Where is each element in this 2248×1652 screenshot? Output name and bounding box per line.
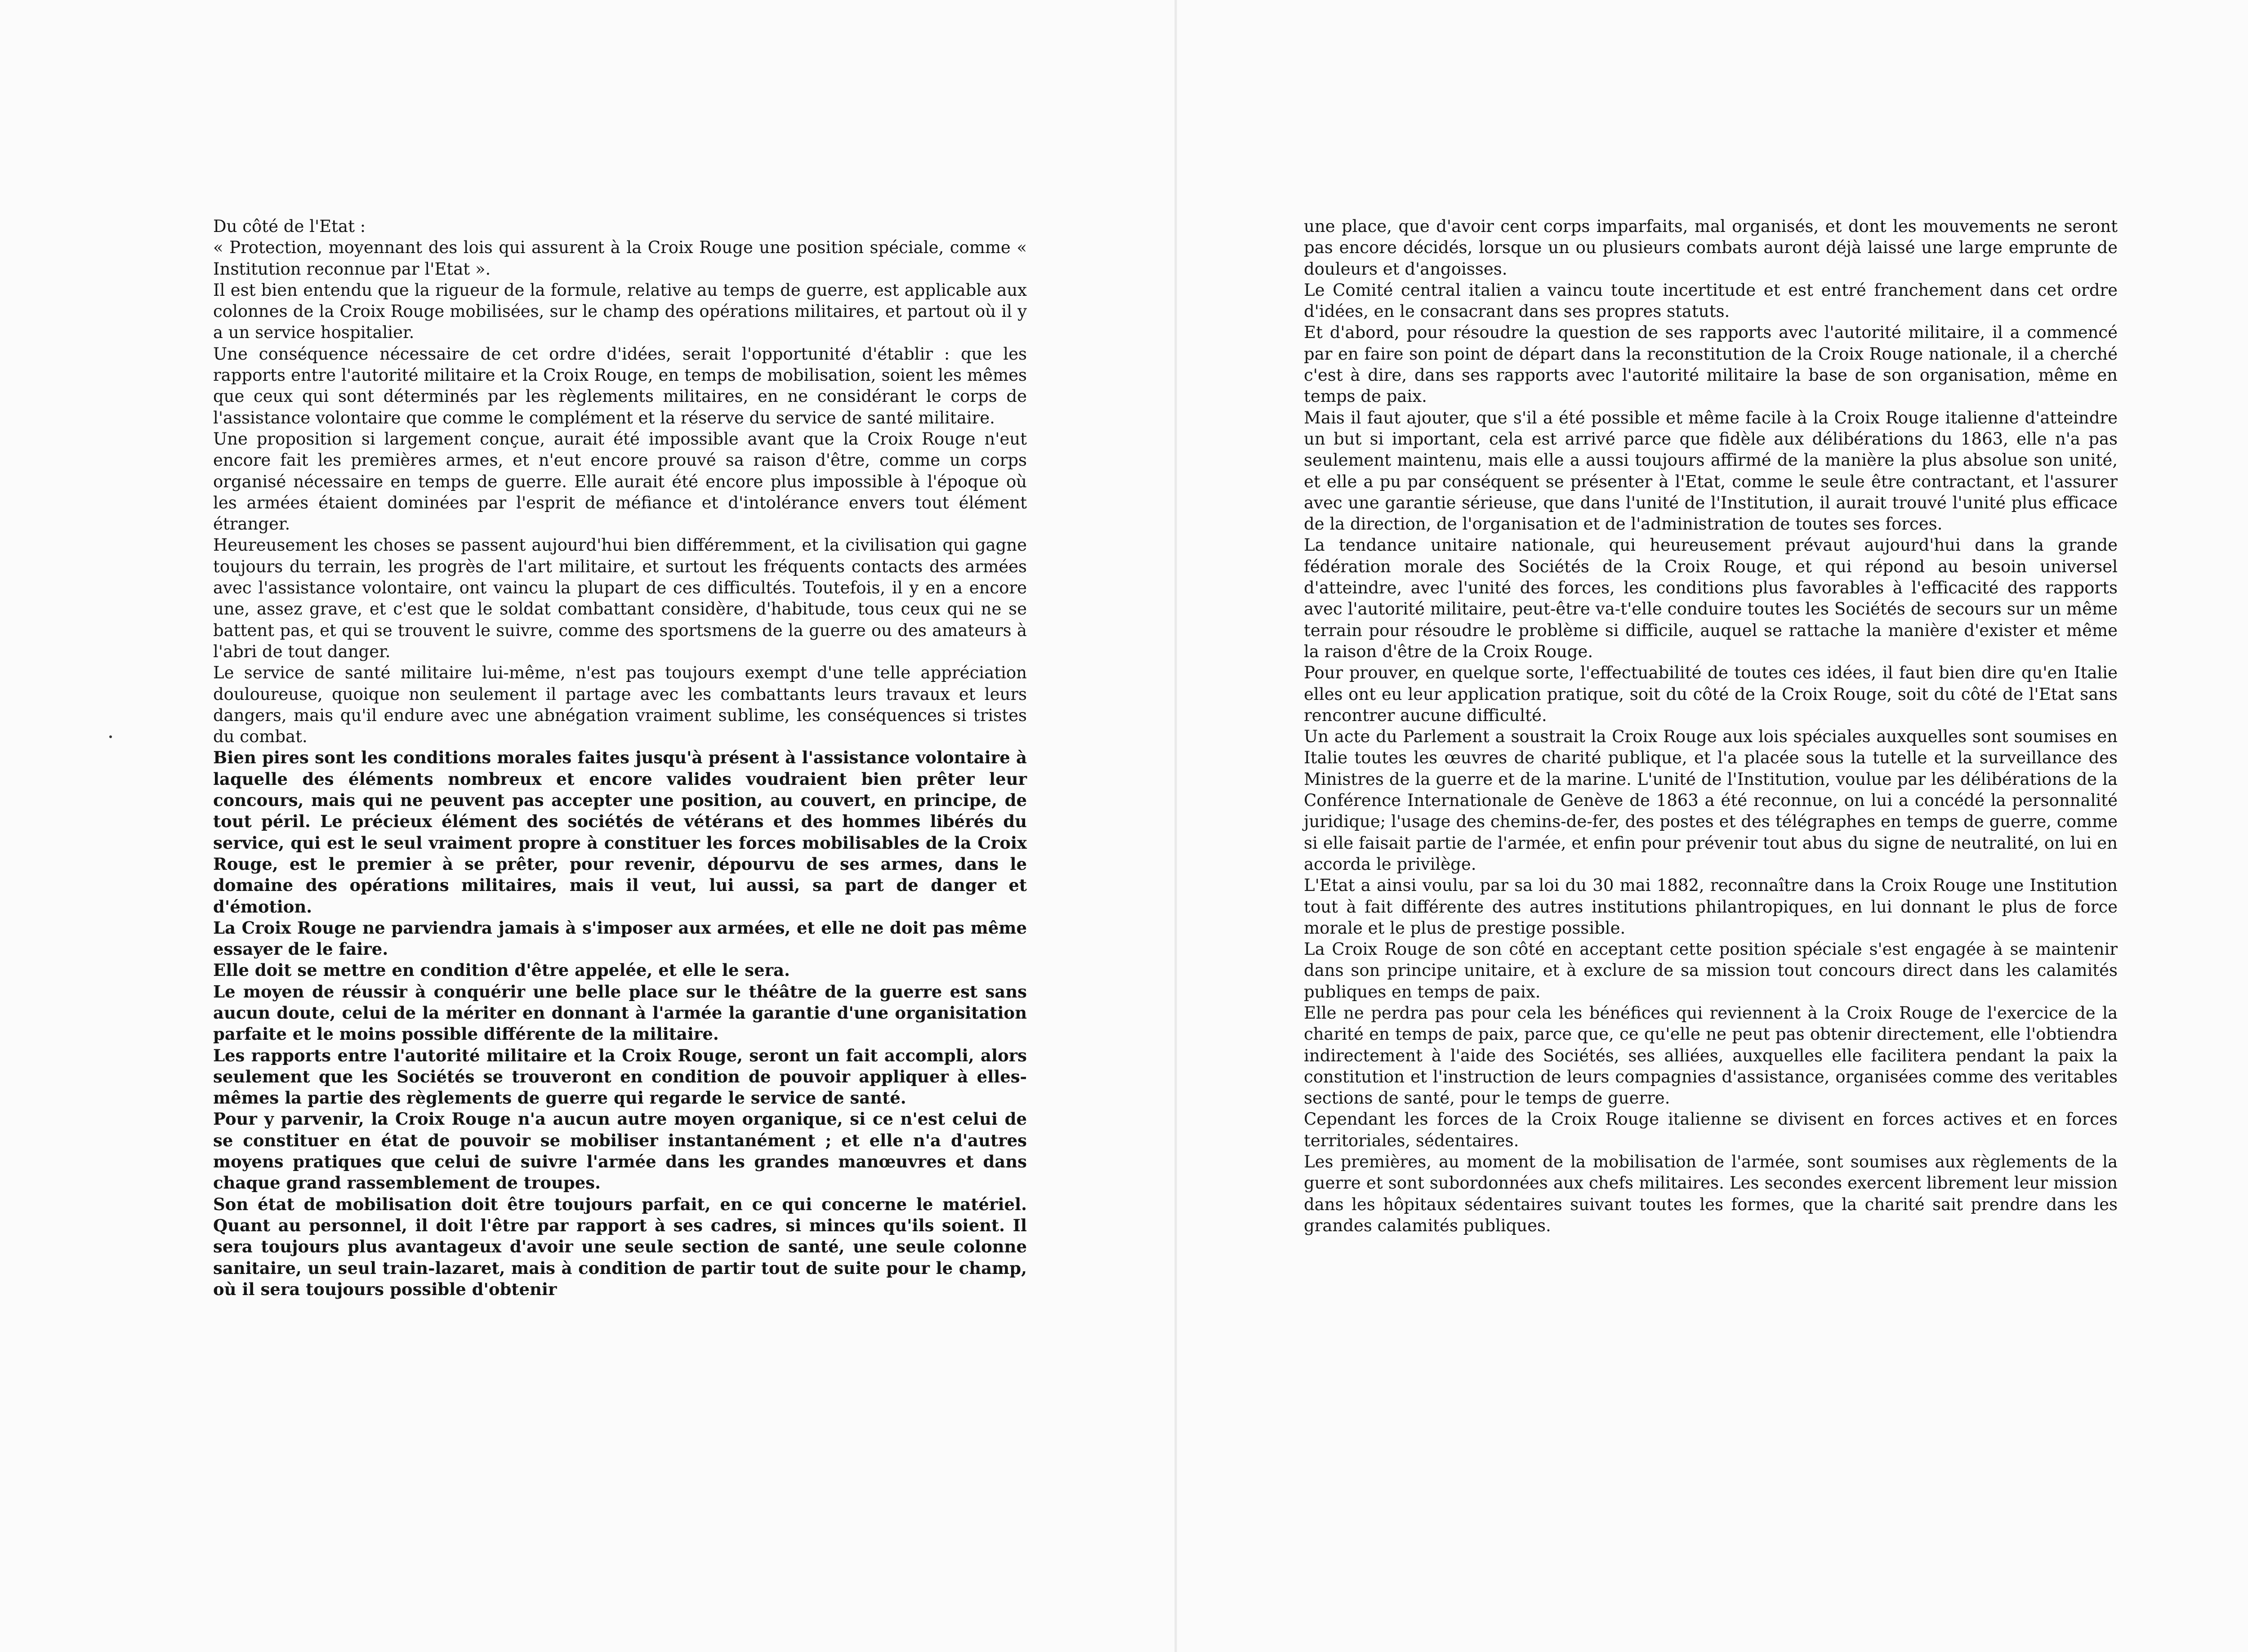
paragraph: Le service de santé militaire lui-même, n'est pas toujours exempt d'une telle appréciation douloureuse, quoique non seulement il partage avec les combattants leurs travaux et leurs dangers, mais qu'il endure avec une abnégation vraiment sublime, les conséquences si tristes du combat. — [213, 663, 1027, 747]
paragraph: La Croix Rouge ne parviendra jamais à s'imposer aux armées, et elle ne doit pas même essayer de le faire. — [213, 917, 1027, 959]
paragraph: une place, que d'avoir cent corps imparfaits, mal organisés, et dont les mouvements ne seront pas encore décidés, lorsque un ou plusieurs combats auront déjà laissé une large emprunte de douleurs et d'angoisses. — [1304, 217, 2118, 279]
paragraph: L'Etat a ainsi voulu, par sa loi du 30 mai 1882, reconnaître dans la Croix Rouge une Institution tout à fait différente des autres institutions philantropiques, en lui donnant le plus de force morale et le plus de prestige possible. — [1304, 876, 2118, 938]
paragraph: Le moyen de réussir à conquérir une belle place sur le théâtre de la guerre est sans aucun doute, celui de la mériter en donnant à l'armée la garantie d'une organisitation parfaite et le moins possible différente de la militaire. — [213, 981, 1027, 1044]
paragraph: Du côté de l'Etat : — [213, 217, 366, 236]
paragraph: Mais il faut ajouter, que s'il a été possible et même facile à la Croix Rouge italienne d'atteindre un but si important, cela est arrivé parce que fidèle aux délibérations du 1863, elle n'a pas seulement maintenu, mais elle a aussi toujours affirmé de la manière la plus absolue son unité, et elle a pu par conséquent se présenter à l'Etat, comme le seule être contractant, et l'assurer avec une garantie sérieuse, que dans l'unité de l'Institution, il aurait trouvé l'unité plus efficace de la direction, de l'organisation et de l'administration de toutes ses forces. — [1304, 408, 2118, 534]
center-fold — [1174, 0, 1177, 1652]
paragraph: Son état de mobilisation doit être toujours parfait, en ce qui concerne le matériel. Quant au personnel, il doit l'être par rapport à ses cadres, si minces qu'ils soient. Il sera toujours plus avantageux d'avoir une seule section de santé, une seule colonne sanitaire, un seul train-lazaret, mais à condition de partir tout de suite pour le champ, où il sera toujours possible d'obtenir — [213, 1194, 1027, 1299]
paragraph: Cependant les forces de la Croix Rouge italienne se divisent en forces actives et en forces territoriales, sédentaires. — [1304, 1109, 2118, 1150]
paragraph: Les rapports entre l'autorité militaire et la Croix Rouge, seront un fait accompli, alors seulement que les Sociétés se trouveront en condition de pouvoir appliquer à elles-mêmes la partie des règlements de guerre qui regarde le service de santé. — [213, 1045, 1027, 1108]
paragraph: Les premières, au moment de la mobilisation de l'armée, sont soumises aux règlements de la guerre et sont subordonnées aux chefs militaires. Les secondes exercent librement leur mission dans les hôpitaux sédentaires suivant toutes les formes, que la charité sait prendre dans les grandes calamités publiques. — [1304, 1152, 2118, 1235]
paragraph: Un acte du Parlement a soustrait la Croix Rouge aux lois spéciales auxquelles sont soumises en Italie toutes les œuvres de charité publique, et l'a placée sous la tutelle et la surveillance des Ministres de la guerre et de la marine. L'unité de l'Institution, voulue par les délibérations de la Conférence Internationale de Genève de 1863 a été reconnue, on lui a concédé la personnalité juridique; l'usage des chemins-de-fer, des postes et des télégraphes en temps de guerre, comme si elle faisait partie de l'armée, et enfin pour prévenir tout abus du signe de neutralité, on lui en accorda le privilège. — [1304, 727, 2118, 874]
paragraph: Pour prouver, en quelque sorte, l'effectuabilité de toutes ces idées, il faut bien dire qu'en Italie elles ont eu leur application pratique, soit du côté de la Croix Rouge, soit du côté de l'Etat sans rencontrer aucune difficulté. — [1304, 663, 2118, 725]
paragraph: Et d'abord, pour résoudre la question de ses rapports avec l'autorité militaire, il a commencé par en faire son point de départ dans la reconstitution de la Croix Rouge nationale, il a cherché c'est à dire, dans ses rapports avec l'autorité militaire la base de son organisation, même en temps de paix. — [1304, 323, 2118, 406]
ink-speck — [109, 735, 112, 738]
paragraph: « Protection, moyennant des lois qui assurent à la Croix Rouge une position spéciale, comme « Institution reconnue par l'Etat ». — [213, 238, 1027, 279]
paragraph: Heureusement les choses se passent aujourd'hui bien différemment, et la civilisation qui gagne toujours du terrain, les progrès de l'art militaire, et surtout les fréquents contacts des armées avec l'assistance volontaire, ont vaincu la plupart de ces difficultés. Toutefois, il y en a encore une, assez grave, et c'est que le soldat combattant considère, d'habitude, tous ceux qui ne se battent pas, et qui se trouvent le suivre, comme des sportsmens de la guerre ou des amateurs à l'abri de tout danger. — [213, 535, 1027, 661]
paragraph: La Croix Rouge de son côté en acceptant cette position spéciale s'est engagée à se maintenir dans son principe unitaire, et à exclure de sa mission tout concours direct dans les calamités publiques en temps de paix. — [1304, 940, 2118, 1002]
paragraph: Bien pires sont les conditions morales faites jusqu'à présent à l'assistance volontaire à laquelle des éléments nombreux et encore valides voudraient bien prêter leur concours, mais qui ne peuvent pas accepter une position, au couvert, en principe, de tout péril. Le précieux élément des sociétés de vétérans et des hommes libérés du service, qui est le seul vraiment propre à constituer les forces mobilisables de la Croix Rouge, est le premier à se prêter, pour revenir, dépourvu de ses armes, dans le domaine des opérations militaires, mais il veut, lui aussi, sa part de danger et d'émotion. — [213, 748, 1027, 917]
paragraph: La tendance unitaire nationale, qui heureusement prévaut aujourd'hui dans la grande fédération morale des Sociétés de la Croix Rouge, et qui répond au besoin universel d'atteindre, avec l'unité des forces, les conditions plus favorables à l'efficacité des rapports avec l'autorité militaire, peut-être va-t'elle conduire toutes les Sociétés de secours sur un même terrain pour résoudre le problème si difficile, auquel se rattache la manière d'exister et même la raison d'être de la Croix Rouge. — [1304, 535, 2118, 661]
paragraph: Le Comité central italien a vaincu toute incertitude et est entré franchement dans cet ordre d'idées, en le consacrant dans ses propres statuts. — [1304, 280, 2118, 321]
paragraph: Elle ne perdra pas pour cela les bénéfices qui reviennent à la Croix Rouge de l'exercice de la charité en temps de paix, parce que, ce qu'elle ne peut pas obtenir directement, elle l'obtiendra indirectement à l'aide des Sociétés, ses alliées, auxquelles elle facilitera pendant la paix la constitution et l'instruction de leurs compagnies d'assistance, organisées comme des veritables sections de santé, pour le temps de guerre. — [1304, 1003, 2118, 1108]
paragraph: Pour y parvenir, la Croix Rouge n'a aucun autre moyen organique, si ce n'est celui de se constituer en état de pouvoir se mobiliser instantanément ; et elle n'a d'autres moyens pratiques que celui de suivre l'armée dans les grandes manœuvres et dans chaque grand rassemblement de troupes. — [213, 1109, 1027, 1193]
left-text-column — [213, 216, 1027, 1300]
paragraph: Une conséquence nécessaire de cet ordre d'idées, serait l'opportunité d'établir : que les rapports entre l'autorité militaire et la Croix Rouge, en temps de mobilisation, soient les mêmes que ceux qui sont déterminés par les règlements militaires, en ne considérant le corps de l'assistance volontaire que comme le complément et la réserve du service de santé militaire. — [213, 344, 1027, 427]
paragraph: Il est bien entendu que la rigueur de la formule, relative au temps de guerre, est applicable aux colonnes de la Croix Rouge mobilisées, sur le champ des opérations militaires, et partout où il y a un service hospitalier. — [213, 280, 1027, 343]
paragraph: Une proposition si largement conçue, aurait été impossible avant que la Croix Rouge n'eut encore fait les premières armes, et n'eut encore prouvé sa raison d'être, comme un corps organisé nécessaire en temps de guerre. Elle aurait été encore plus impossible à l'époque où les armées étaient dominées par l'esprit de méfiance et d'intolérance envers tout élément étranger. — [213, 429, 1027, 534]
right-text-column — [1304, 216, 2118, 1236]
paragraph: Elle doit se mettre en condition d'être appelée, et elle le sera. — [213, 960, 790, 980]
